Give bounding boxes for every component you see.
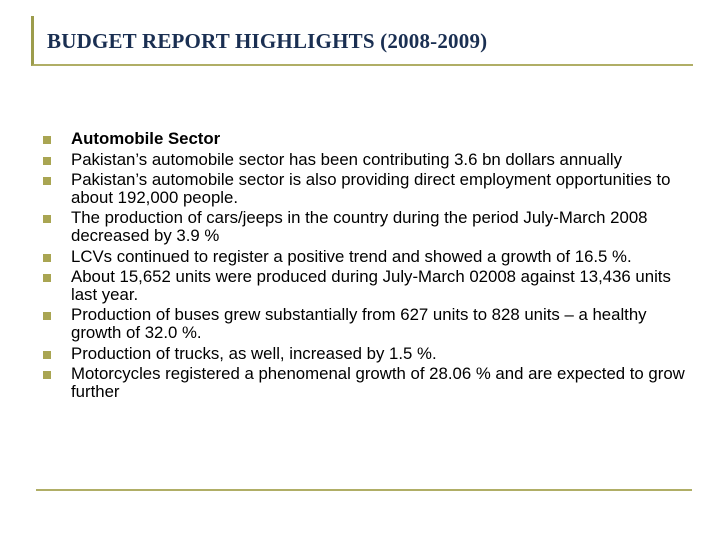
bullet-text: Pakistan’s automobile sector has been contributing 3.6 bn dollars annually [71, 149, 623, 169]
square-bullet-icon [43, 136, 51, 144]
bullet-item [37, 130, 697, 148]
bullet-text: Pakistan’s automobile sector is also providing direct employment opportunities to about 192,000 people. [71, 170, 671, 207]
square-bullet-icon [43, 312, 51, 320]
square-bullet-icon [43, 371, 51, 379]
title-bar [31, 16, 693, 66]
bullet-list [37, 130, 697, 403]
bullet-text: Production of trucks, as well, increased by 1.5 %. [71, 343, 437, 363]
slide-title: BUDGET REPORT HIGHLIGHTS (2008-2009) [47, 29, 488, 53]
bullet-text: About 15,652 units were produced during July-March 02008 against 13,436 units last year. [71, 267, 671, 304]
bullet-item [37, 365, 697, 400]
bullet-text: Automobile Sector [71, 129, 221, 148]
bullet-text: Motorcycles registered a phenomenal growth of 28.06 % and are expected to grow further [71, 364, 685, 401]
bullet-item [37, 209, 697, 244]
square-bullet-icon [43, 274, 51, 282]
square-bullet-icon [43, 157, 51, 165]
bullet-text: LCVs continued to register a positive trend and showed a growth of 16.5 %. [71, 246, 632, 266]
bullet-item [37, 248, 697, 266]
square-bullet-icon [43, 177, 51, 185]
bullet-text: The production of cars/jeeps in the country during the period July-March 2008 decreased by 3.9 % [71, 208, 648, 245]
bullet-item [37, 345, 697, 363]
footer-divider [36, 489, 692, 491]
bullet-item [37, 171, 697, 206]
bullet-text: Production of buses grew substantially from 627 units to 828 units – a healthy growth of 32.0 %. [71, 305, 647, 342]
bullet-item [37, 306, 697, 341]
square-bullet-icon [43, 254, 51, 262]
bullet-item [37, 151, 697, 169]
square-bullet-icon [43, 215, 51, 223]
bullet-item [37, 268, 697, 303]
square-bullet-icon [43, 351, 51, 359]
